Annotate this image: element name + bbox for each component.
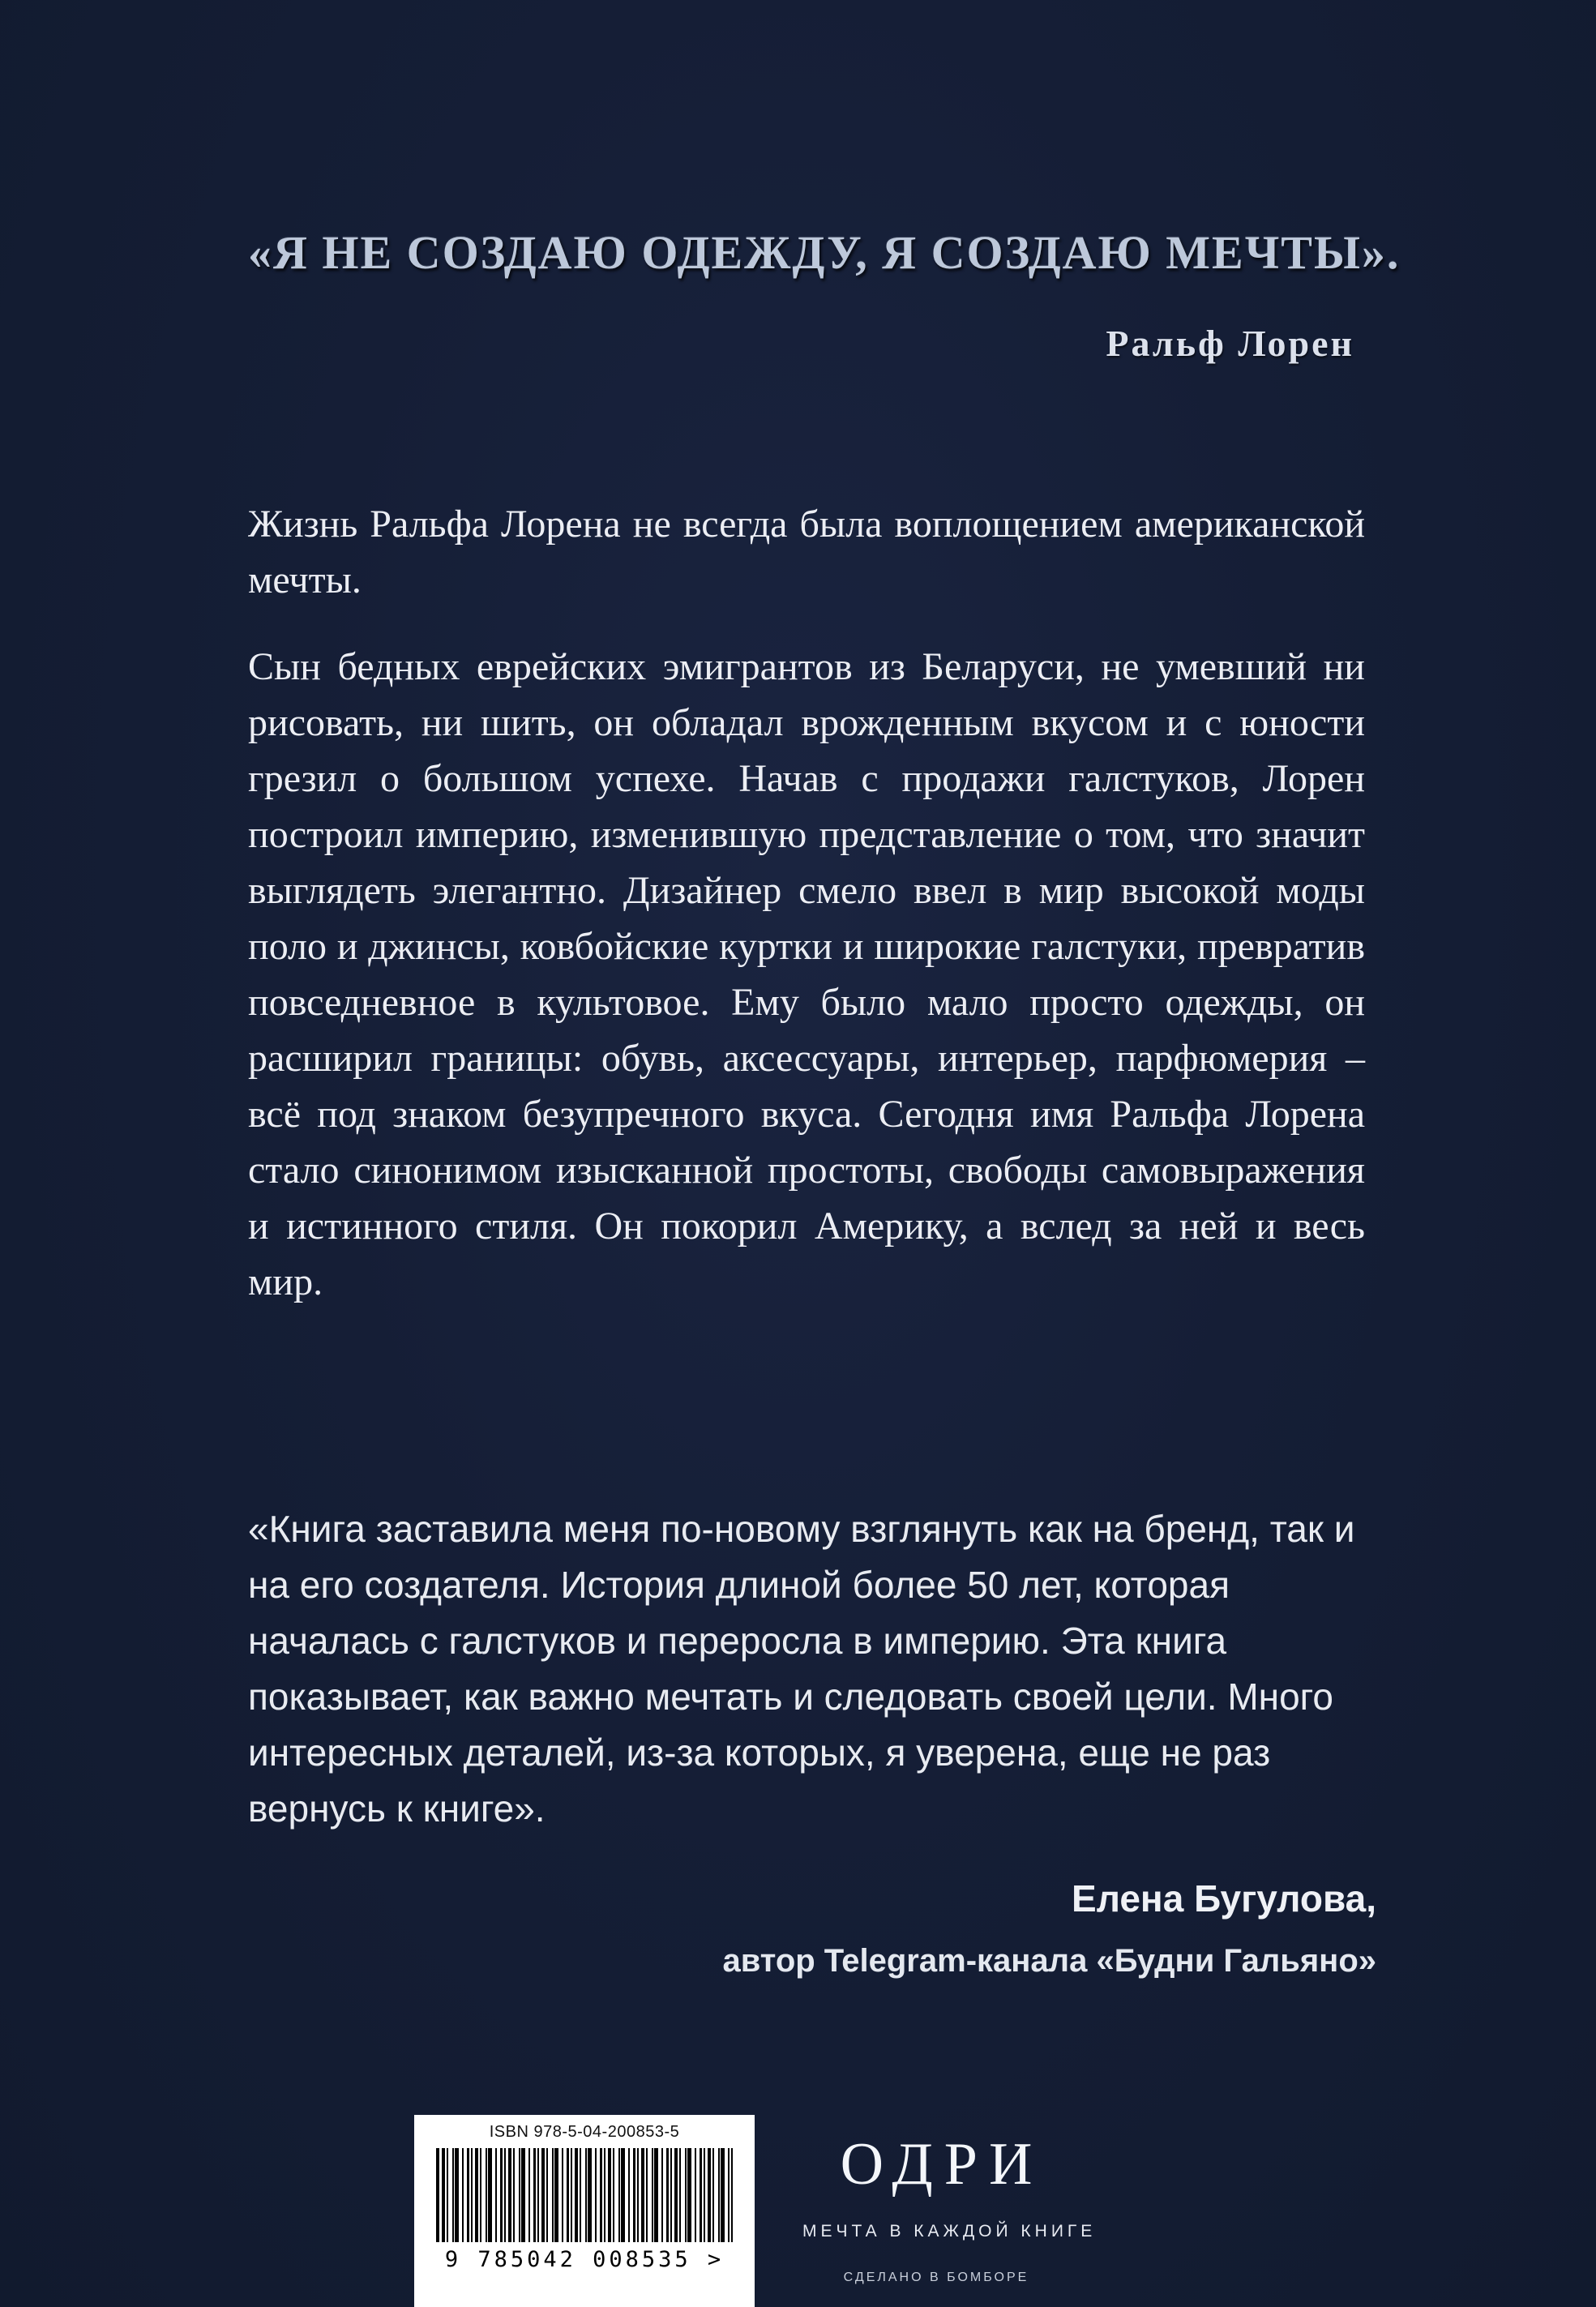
publisher-made-in: СДЕЛАНО В БОМБОРЕ <box>843 2271 1029 2285</box>
isbn-barcode-panel <box>414 2115 755 2307</box>
annotation-block <box>248 496 1365 1341</box>
quote-attribution: Ральф Лорен <box>1106 323 1354 364</box>
publisher-logo: ОДРИ <box>840 2131 1044 2198</box>
header-quote-block <box>248 225 1401 365</box>
barcode-bars <box>436 2148 733 2242</box>
barcode-digits: 9 785042 008535 > <box>444 2247 725 2272</box>
annotation-paragraph: Сын бедных еврейских эмигрантов из Беларуси, не умевший ни рисовать, ни шить, он обладал врожденным вкусом и с юности грезил о большом успехе. Начав с продажи галстуков, Лорен построил империю, изменившую представление о том, что значит выглядеть элегантно. Дизайнер смело ввел в мир высокой моды поло и джинсы, ковбойские куртки и широкие галстуки, превратив повседневное в культовое. Ему было мало просто одежды, он расширил границы: обувь, аксессуары, интерьер, парфюмерия – всё под знаком безупречного вкуса. Сегодня имя Ральфа Лорена стало синонимом изысканной простоты, свободы самовыражения и истинного стиля. Он покорил Америку, а вслед за ней и весь мир. <box>248 645 1365 1303</box>
review-quote: «Книга заставила меня по-новому взглянуть как на бренд, так и на его создателя. История длиной более 50 лет, которая началась с галстуков и переросла в империю. Эта книга показывает, как важно мечтать и следовать своей цели. Много интересных деталей, из-за которых, я уверена, еще не раз вернусь к книге». <box>248 1508 1355 1830</box>
review-block <box>248 1501 1376 1989</box>
review-author-role: автор Telegram-канала «Будни Гальяно» <box>722 1943 1376 1979</box>
annotation-paragraph: Жизнь Ральфа Лорена не всегда была воплощением американской мечты. <box>248 503 1365 601</box>
review-author: Елена Бугулова, <box>1072 1877 1376 1920</box>
publisher-tagline: МЕЧТА В КАЖДОЙ КНИГЕ <box>802 2222 1097 2241</box>
isbn-label: ISBN 978-5-04-200853-5 <box>489 2123 680 2141</box>
main-quote: «Я НЕ СОЗДАЮ ОДЕЖДУ, Я СОЗДАЮ МЕЧТЫ». <box>248 226 1401 279</box>
publisher-logo-block <box>798 2131 1097 2285</box>
